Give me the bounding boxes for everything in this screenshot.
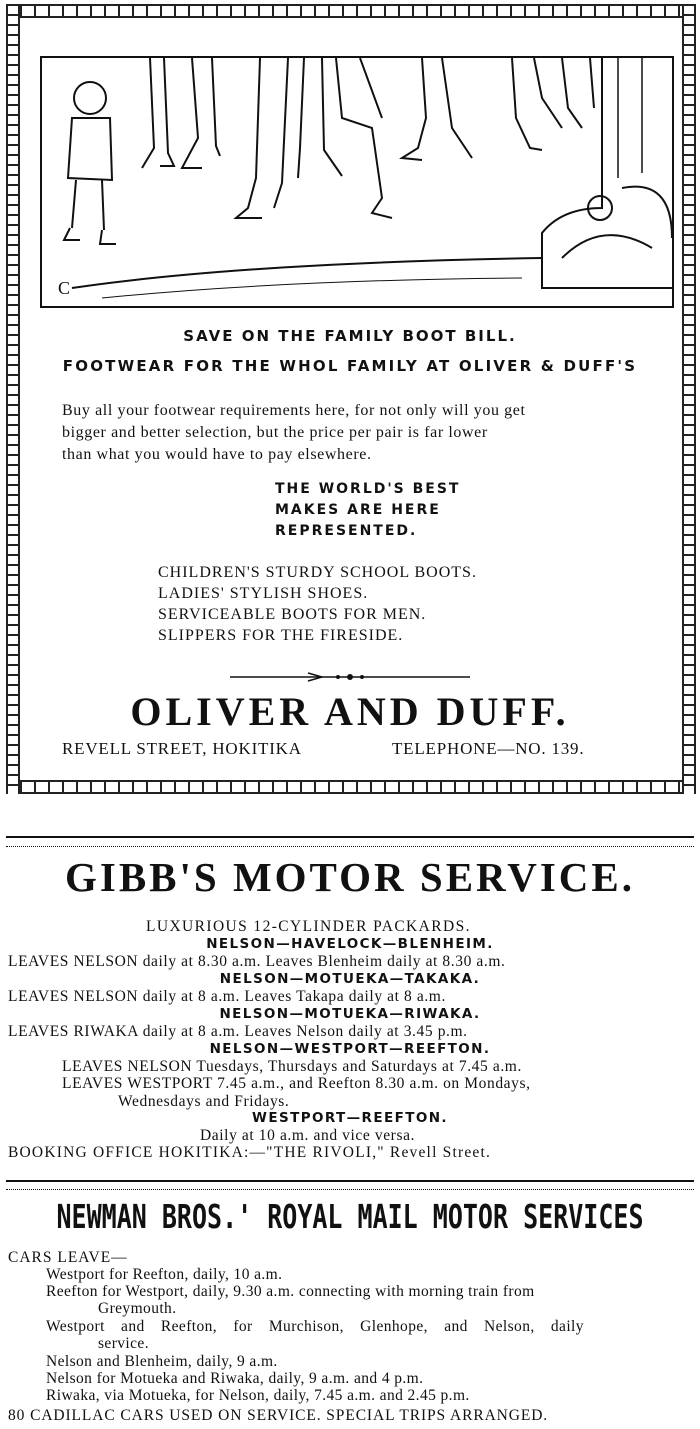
brand-name: OLIVER AND DUFF. — [130, 689, 570, 734]
route-heading: NELSON—MOTUEKA—TAKAKA. — [219, 971, 481, 987]
ad-border-left — [6, 4, 20, 794]
service-line: Greymouth. — [98, 1300, 177, 1317]
newman-title: NEWMAN BROS.' ROYAL MAIL MOTOR SERVICES — [56, 1198, 644, 1236]
gibbs-title: GIBB'S MOTOR SERVICE. — [64, 854, 635, 900]
newman-footer: 80 CADILLAC CARS USED ON SERVICE. SPECIAL TRIPS ARRANGED. — [8, 1407, 549, 1424]
illustrator-initial: C — [58, 278, 71, 298]
worlds-best-line: REPRESENTED. — [275, 523, 418, 539]
gibbs-subtitle: LUXURIOUS 12-CYLINDER PACKARDS. — [146, 918, 471, 935]
body-paragraph — [62, 400, 672, 466]
product-list — [158, 562, 578, 646]
legs-and-car-drawing — [42, 58, 672, 306]
service-line: Reefton for Westport, daily, 9.30 a.m. connecting with morning train from — [46, 1283, 535, 1300]
timetable-line: LEAVES RIWAKA daily at 8 a.m. Leaves Nelson daily at 3.45 p.m. — [8, 1023, 468, 1040]
street-scene-illustration — [40, 56, 674, 308]
route-heading: NELSON—MOTUEKA—RIWAKA. — [219, 1006, 481, 1022]
store-telephone: TELEPHONE—NO. 139. — [392, 739, 585, 758]
worlds-best-line: MAKES ARE HERE — [275, 502, 441, 518]
timetable-line: LEAVES NELSON Tuesdays, Thursdays and Saturdays at 7.45 a.m. — [62, 1058, 522, 1075]
service-line: Westport for Reefton, daily, 10 a.m. — [46, 1266, 283, 1283]
service-line: service. — [98, 1335, 149, 1352]
route-heading: NELSON—WESTPORT—REEFTON. — [209, 1041, 491, 1057]
section-divider — [6, 1180, 694, 1190]
route-heading: WESTPORT—REEFTON. — [252, 1110, 448, 1126]
service-line: Nelson for Motueka and Riwaka, daily, 9 a.m. and 4 p.m. — [46, 1370, 424, 1387]
body-line: bigger and better selection, but the price per pair is far lower — [62, 424, 488, 441]
cars-leave-heading: CARS LEAVE— — [8, 1249, 128, 1266]
ad-border-top — [6, 4, 696, 18]
worlds-best-block — [275, 479, 515, 542]
worlds-best-line: THE WORLD'S BEST — [275, 481, 461, 497]
timetable-line: Wednesdays and Fridays. — [118, 1093, 290, 1110]
product-line: CHILDREN'S STURDY SCHOOL BOOTS. — [158, 564, 477, 581]
booking-office: BOOKING OFFICE HOKITIKA:—"THE RIVOLI," Revell Street. — [8, 1144, 492, 1161]
body-line: than what you would have to pay elsewhere. — [62, 446, 372, 463]
timetable-line: Daily at 10 a.m. and vice versa. — [200, 1127, 416, 1144]
ad-border-right — [682, 4, 696, 794]
section-divider — [6, 836, 694, 847]
headline-footwear: FOOTWEAR FOR THE WHOL FAMILY AT OLIVER & DUFF'S — [62, 357, 638, 375]
service-line: Westport and Reefton, for Murchison, Glenhope, and Nelson, daily — [46, 1318, 584, 1335]
decorative-divider — [230, 670, 470, 684]
service-line: Nelson and Blenheim, daily, 9 a.m. — [46, 1353, 278, 1370]
store-address: REVELL STREET, HOKITIKA — [62, 739, 302, 758]
headline-save: SAVE ON THE FAMILY BOOT BILL. — [183, 327, 517, 345]
product-line: SLIPPERS FOR THE FIRESIDE. — [158, 627, 404, 644]
product-line: SERVICEABLE BOOTS FOR MEN. — [158, 606, 427, 623]
body-line: Buy all your footwear requirements here, for not only will you get — [62, 402, 526, 419]
product-line: LADIES' STYLISH SHOES. — [158, 585, 369, 602]
timetable-line: LEAVES WESTPORT 7.45 a.m., and Reefton 8.30 a.m. on Mondays, — [62, 1075, 531, 1092]
service-line: Riwaka, via Motueka, for Nelson, daily, 7.45 a.m. and 2.45 p.m. — [46, 1387, 470, 1404]
route-heading: NELSON—HAVELOCK—BLENHEIM. — [206, 936, 494, 952]
timetable-line: LEAVES NELSON daily at 8.30 a.m. Leaves Blenheim daily at 8.30 a.m. — [8, 953, 506, 970]
ad-border-bottom — [6, 780, 696, 794]
timetable-line: LEAVES NELSON daily at 8 a.m. Leaves Takapa daily at 8 a.m. — [8, 988, 446, 1005]
